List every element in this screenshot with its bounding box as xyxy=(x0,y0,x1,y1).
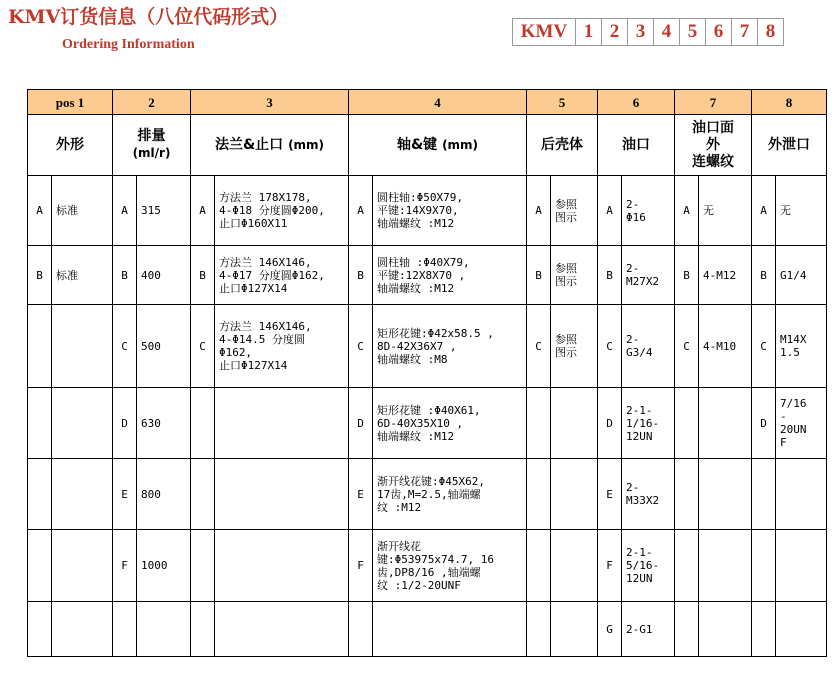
header-drain-port: 外泄口 xyxy=(752,115,827,176)
value-cell xyxy=(373,602,527,657)
pos-header-2: 2 xyxy=(113,90,191,115)
code-cell: C xyxy=(349,305,373,388)
code-box-6: 6 xyxy=(705,19,731,45)
code-cell: F xyxy=(113,530,137,602)
value-cell: 2-1- 1/16- 12UN xyxy=(622,388,675,459)
value-cell: 1000 xyxy=(137,530,191,602)
value-cell: 渐开线花键:Φ45X62, 17齿,M=2.5,轴端螺 纹 :M12 xyxy=(373,459,527,530)
value-cell: 无 xyxy=(776,176,827,246)
code-cell xyxy=(191,388,215,459)
page-subtitle: Ordering Information xyxy=(62,37,195,52)
code-cell xyxy=(675,602,699,657)
code-cell: F xyxy=(598,530,622,602)
header-oil-port: 油口 xyxy=(598,115,675,176)
header-port-thread: 油口面 外 连螺纹 xyxy=(675,115,752,176)
value-cell xyxy=(551,530,598,602)
header-shaft-name: 轴&键 xyxy=(396,136,438,153)
code-cell: D xyxy=(349,388,373,459)
code-cell: C xyxy=(752,305,776,388)
header-displacement-unit: (ml/r) xyxy=(132,146,171,160)
category-header-row xyxy=(28,115,827,176)
header-flange-unit: (mm) xyxy=(288,137,325,152)
code-cell: B xyxy=(191,246,215,305)
value-cell xyxy=(215,602,349,657)
value-cell xyxy=(699,388,752,459)
table-row xyxy=(28,246,827,305)
value-cell xyxy=(776,530,827,602)
code-cell xyxy=(28,530,52,602)
code-box-5: 5 xyxy=(679,19,705,45)
value-cell xyxy=(776,459,827,530)
value-cell: 参照 图示 xyxy=(551,305,598,388)
value-cell: M14X 1.5 xyxy=(776,305,827,388)
value-cell xyxy=(52,530,113,602)
code-cell: B xyxy=(28,246,52,305)
code-cell xyxy=(28,602,52,657)
ordering-table xyxy=(27,89,827,657)
table-row xyxy=(28,176,827,246)
code-cell xyxy=(113,602,137,657)
code-boxes xyxy=(512,18,784,46)
code-cell xyxy=(752,602,776,657)
code-cell xyxy=(527,602,551,657)
table-row xyxy=(28,305,827,388)
table-row xyxy=(28,388,827,459)
code-box-7: 7 xyxy=(731,19,757,45)
code-cell: E xyxy=(349,459,373,530)
code-cell: A xyxy=(349,176,373,246)
value-cell xyxy=(215,530,349,602)
code-cell: E xyxy=(113,459,137,530)
value-cell xyxy=(551,602,598,657)
pos-header-3: 3 xyxy=(191,90,349,115)
code-cell xyxy=(349,602,373,657)
code-cell: D xyxy=(598,388,622,459)
code-cell xyxy=(752,459,776,530)
header-shaft xyxy=(349,115,527,176)
code-cell xyxy=(527,459,551,530)
value-cell: 方法兰 146X146, 4-Φ14.5 分度圆 Φ162, 止口Φ127X14 xyxy=(215,305,349,388)
table-row xyxy=(28,459,827,530)
code-cell: A xyxy=(191,176,215,246)
value-cell: 参照 图示 xyxy=(551,176,598,246)
code-cell: A xyxy=(598,176,622,246)
value-cell: 7/16 - 20UN F xyxy=(776,388,827,459)
pos-header-8: 8 xyxy=(752,90,827,115)
header-flange xyxy=(191,115,349,176)
header-shaft-unit: (mm) xyxy=(442,137,479,152)
value-cell xyxy=(137,602,191,657)
header-rear-housing: 后壳体 xyxy=(527,115,598,176)
value-cell xyxy=(551,388,598,459)
value-cell xyxy=(215,388,349,459)
code-cell: B xyxy=(113,246,137,305)
header-displacement xyxy=(113,115,191,176)
code-cell: C xyxy=(113,305,137,388)
value-cell xyxy=(52,388,113,459)
pos-header-1: pos 1 xyxy=(28,90,113,115)
value-cell xyxy=(52,305,113,388)
code-cell xyxy=(28,388,52,459)
code-cell xyxy=(752,530,776,602)
code-cell xyxy=(28,305,52,388)
code-cell: B xyxy=(752,246,776,305)
value-cell: 参照 图示 xyxy=(551,246,598,305)
value-cell: 无 xyxy=(699,176,752,246)
pos-header-5: 5 xyxy=(527,90,598,115)
code-cell: A xyxy=(113,176,137,246)
pos-header-7: 7 xyxy=(675,90,752,115)
value-cell xyxy=(215,459,349,530)
value-cell xyxy=(52,459,113,530)
code-cell xyxy=(28,459,52,530)
code-cell xyxy=(675,459,699,530)
value-cell: 630 xyxy=(137,388,191,459)
header-displacement-name: 排量 xyxy=(137,128,166,144)
code-cell xyxy=(191,602,215,657)
value-cell: 2- M33X2 xyxy=(622,459,675,530)
value-cell: 2-G1 xyxy=(622,602,675,657)
code-cell: A xyxy=(675,176,699,246)
code-cell: C xyxy=(675,305,699,388)
value-cell: 2- G3/4 xyxy=(622,305,675,388)
code-box-3: 3 xyxy=(627,19,653,45)
value-cell: 2- Φ16 xyxy=(622,176,675,246)
code-cell: D xyxy=(752,388,776,459)
value-cell: 圆柱轴 :Φ40X79, 平键:12X8X70 , 轴端螺纹 :M12 xyxy=(373,246,527,305)
value-cell xyxy=(699,530,752,602)
value-cell: 方法兰 178X178, 4-Φ18 分度圆Φ200, 止口Φ160X11 xyxy=(215,176,349,246)
code-box-prefix: KMV xyxy=(520,21,568,42)
code-cell: G xyxy=(598,602,622,657)
value-cell: 400 xyxy=(137,246,191,305)
code-cell: D xyxy=(113,388,137,459)
code-cell xyxy=(527,388,551,459)
value-cell: 2-1- 5/16- 12UN xyxy=(622,530,675,602)
code-cell: B xyxy=(527,246,551,305)
code-cell xyxy=(527,530,551,602)
value-cell xyxy=(776,602,827,657)
code-box-2: 2 xyxy=(601,19,627,45)
code-cell xyxy=(675,388,699,459)
code-cell: C xyxy=(598,305,622,388)
value-cell: 矩形花键:Φ42x58.5 , 8D-42X36X7 , 轴端螺纹 :M8 xyxy=(373,305,527,388)
table-row xyxy=(28,530,827,602)
code-cell: B xyxy=(349,246,373,305)
pos-header-4: 4 xyxy=(349,90,527,115)
pos-header-6: 6 xyxy=(598,90,675,115)
header-shape: 外形 xyxy=(28,115,113,176)
code-cell: C xyxy=(191,305,215,388)
code-cell: A xyxy=(527,176,551,246)
value-cell: 圆柱轴:Φ50X79, 平键:14X9X70, 轴端螺纹 :M12 xyxy=(373,176,527,246)
code-box-1: 1 xyxy=(575,19,601,45)
value-cell: 2- M27X2 xyxy=(622,246,675,305)
value-cell: 500 xyxy=(137,305,191,388)
code-cell xyxy=(191,459,215,530)
value-cell: 4-M10 xyxy=(699,305,752,388)
page-title: KMV订货信息（八位代码形式） xyxy=(8,6,289,28)
header-flange-name: 法兰&止口 xyxy=(214,136,284,153)
value-cell: 渐开线花 键:Φ53975x74.7, 16 齿,DP8/16 ,轴端螺 纹 :1/2-20UNF xyxy=(373,530,527,602)
position-row xyxy=(28,90,827,115)
value-cell: G1/4 xyxy=(776,246,827,305)
code-cell: B xyxy=(598,246,622,305)
code-cell: B xyxy=(675,246,699,305)
code-cell: A xyxy=(28,176,52,246)
code-cell: A xyxy=(752,176,776,246)
value-cell xyxy=(52,602,113,657)
value-cell xyxy=(551,459,598,530)
value-cell: 标准 xyxy=(52,176,113,246)
value-cell: 方法兰 146X146, 4-Φ17 分度圆Φ162, 止口Φ127X14 xyxy=(215,246,349,305)
value-cell: 矩形花键 :Φ40X61, 6D-40X35X10 , 轴端螺纹 :M12 xyxy=(373,388,527,459)
code-cell: E xyxy=(598,459,622,530)
code-cell xyxy=(675,530,699,602)
table-row xyxy=(28,602,827,657)
code-cell: C xyxy=(527,305,551,388)
value-cell xyxy=(699,459,752,530)
value-cell: 标准 xyxy=(52,246,113,305)
value-cell: 4-M12 xyxy=(699,246,752,305)
code-cell: F xyxy=(349,530,373,602)
value-cell: 315 xyxy=(137,176,191,246)
code-box-8: 8 xyxy=(757,19,783,45)
value-cell: 800 xyxy=(137,459,191,530)
value-cell xyxy=(699,602,752,657)
code-cell xyxy=(191,530,215,602)
code-box-4: 4 xyxy=(653,19,679,45)
